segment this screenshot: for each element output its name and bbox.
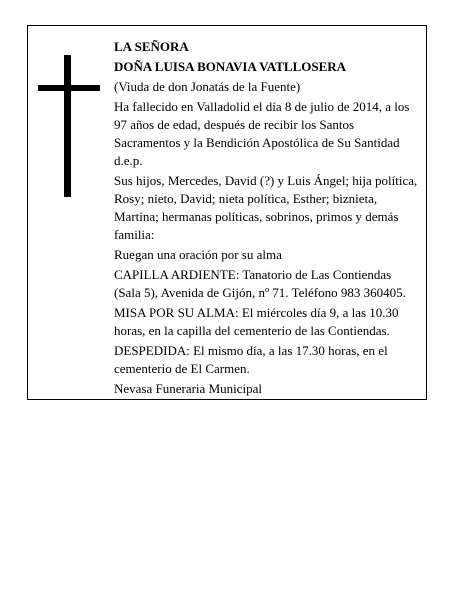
latin-cross-icon	[38, 55, 100, 197]
notice-title: LA SEÑORA	[114, 39, 189, 54]
prayer-request: Ruegan una oración por su alma	[114, 247, 282, 262]
death-info	[114, 98, 419, 170]
cross-horizontal-bar	[38, 85, 100, 91]
family-list: Sus hijos, Mercedes, David (?) y Luis Ángel; hija política, Rosy; nieto, David; nieta política, Esther; biznieta, Martina; hermanas políticas, sobrinos, primos y demás familia:	[114, 173, 418, 242]
death-info-text: Ha fallecido en Valladolid el día 8 de julio de 2014, a los 97 años de edad, después de recibir los Santos Sacramentos y la Bendición Apostólica de Su Santidad	[114, 99, 410, 150]
dep-text: d.e.p.	[114, 153, 143, 168]
funeral-home: Nevasa Funeraria Municipal	[114, 381, 263, 396]
cross-vertical-bar	[64, 55, 71, 197]
chapel-info: CAPILLA ARDIENTE: Tanatorio de Las Contiendas (Sala 5), Avenida de Gijón, nº 71. Teléfono 983 360405.	[114, 267, 406, 300]
widow-of-line: (Viuda de don Jonatás de la Fuente)	[114, 79, 301, 94]
farewell-info: DESPEDIDA: El mismo día, a las 17.30 horas, en el cementerio de El Carmen.	[114, 343, 388, 376]
mass-info: MISA POR SU ALMA: El miércoles día 9, a las 10.30 horas, en la capilla del cementerio de las Contiendas.	[114, 305, 399, 338]
obituary-text	[114, 38, 419, 400]
deceased-name: DOÑA LUISA BONAVIA VATLLOSERA	[114, 59, 347, 74]
